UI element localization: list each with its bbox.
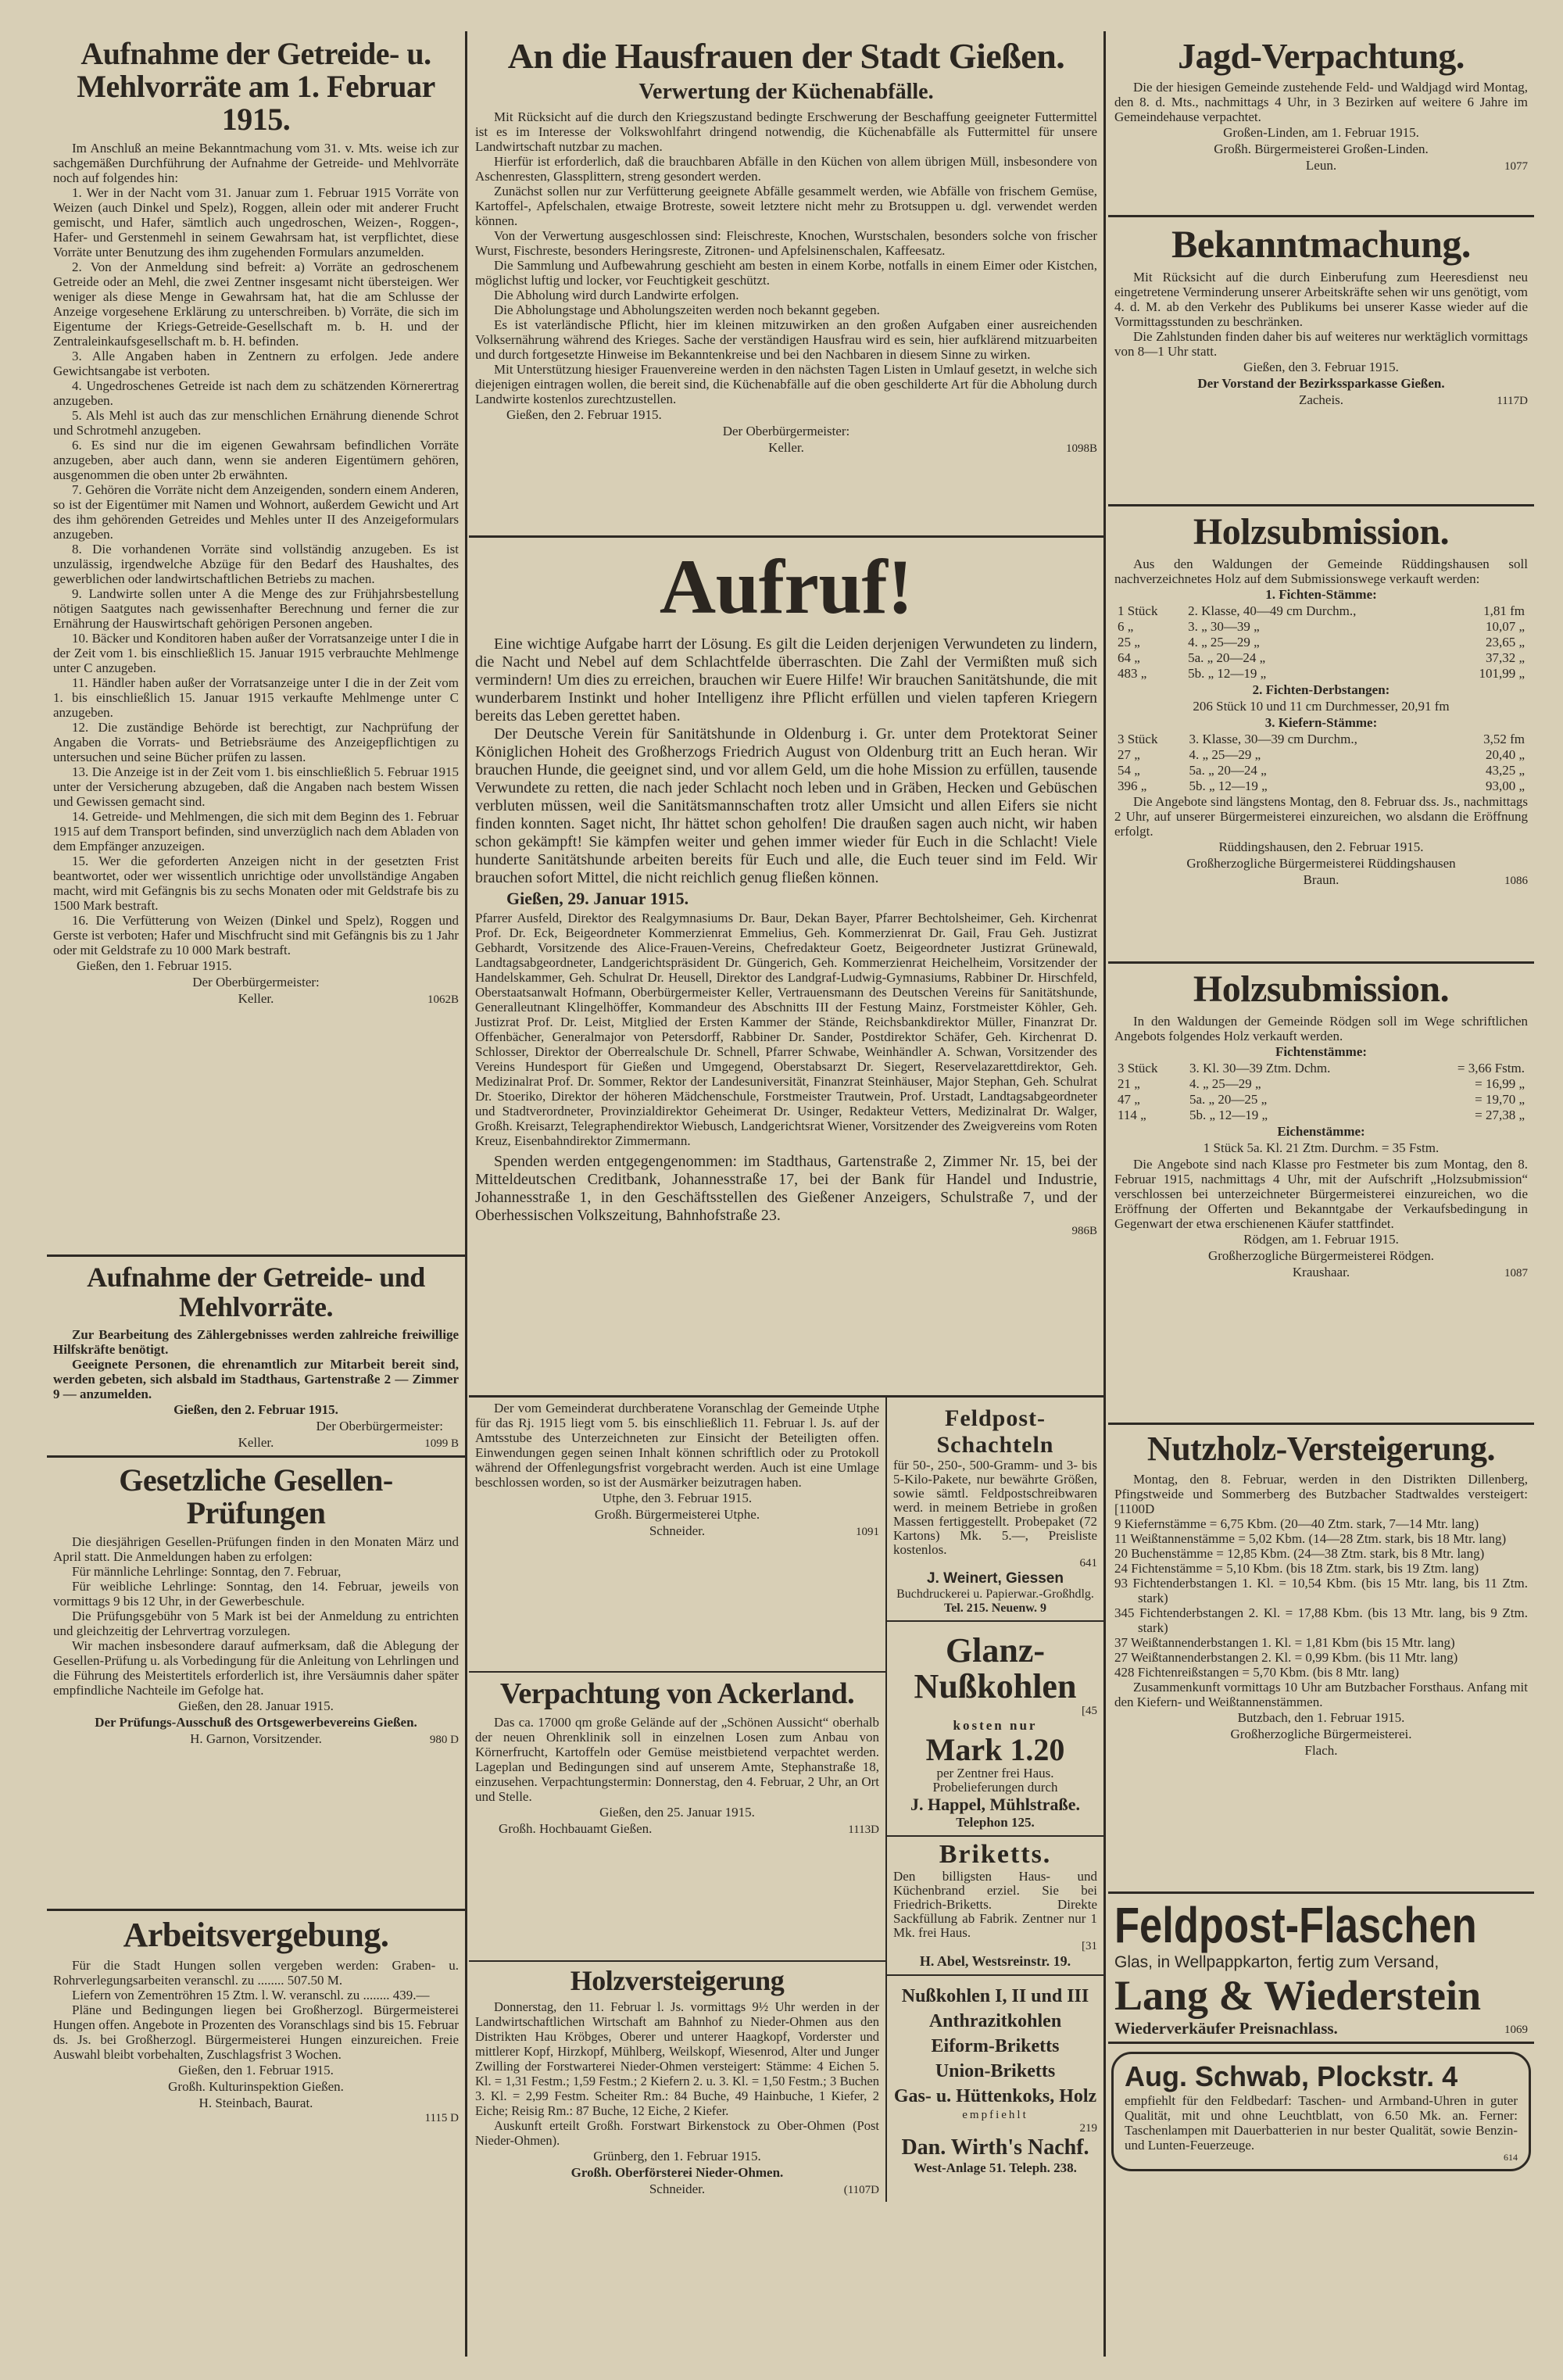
ad-code: 1069	[1504, 2024, 1528, 2036]
paragraph: 9. Landwirte sollen unter A die Menge des zur Frühjahrsbestellung nötigen Saatgutes nach gewissenhafter Berechnung und ferner die zur Ernährung der Hauswirtschaft gehörigen Personen angeben.	[53, 586, 459, 631]
notice-office: Der Oberbürgermeister:	[316, 1418, 443, 1433]
table-row	[1114, 1076, 1528, 1092]
notice-title: Holzversteigerung	[570, 1965, 785, 1996]
table-cell: 5a. „ 20—24 „	[1189, 763, 1267, 778]
paragraph: Zur Bearbeitung des Zählergebnisses werden zahlreiche freiwillige Hilfskräfte benötigt.	[53, 1326, 459, 1357]
ad-subtitle: Glas, in Wellpappkarton, fertig zum Versand,	[1114, 1953, 1440, 1971]
table-row	[1114, 763, 1528, 778]
ad-code: 986B	[1071, 1225, 1097, 1237]
paragraph: Von der Verwertung ausgeschlossen sind: Fleischreste, Knochen, Wurstschalen, besonders solche von frischer Wurst, Fischreste, besonders Heringsreste, Zitronen- und Apfelsinenschalen, Kaffeesatz.	[475, 228, 1097, 259]
table-row	[1114, 1092, 1528, 1108]
notice-signature: H. Garnon, Vorsitzender.	[190, 1730, 322, 1746]
table-cell: = 27,38 „	[1475, 1108, 1525, 1123]
notice-date: Gießen, den 2. Februar 1915.	[173, 1401, 338, 1417]
paragraph: Pläne und Bedingungen liegen bei Großherzogl. Bürgermeisterei Hungen offen. Angebote in Prozenten des Voranschlags sind bis 15. Februar ds. Js. bei Großherzogl. Bürgermeisterei Hungen einzureichen. Freie Auswahl bleibt vorbehalten, Zuschlagsfrist 3 Wochen.	[53, 2002, 459, 2062]
ad-code: 1091	[856, 1526, 879, 1538]
notice-timber-auction-butzbach	[1108, 1423, 1534, 1891]
left-column	[47, 31, 465, 2130]
ad-phone: Telephon 125.	[956, 1815, 1035, 1830]
notice-office: Großh. Kulturinspektion Gießen.	[168, 2078, 344, 2094]
notice-timber-tender-rueddingshausen	[1108, 504, 1534, 961]
ad-firm-line: Buchdruckerei u. Papierwar.-Großhdlg.	[896, 1587, 1094, 1601]
ad-code: 1099 B	[424, 1437, 459, 1450]
paragraph: 6. Es sind nur die im eigenen Gewahrsam befindlichen Vorräte anzugeben, aber auch dann, wenn sie anderen Eigentümern gehören, ausgenommen die oben unter 2b erwähnten.	[53, 438, 459, 482]
notice-office: Großherzogliche Bürgermeisterei.	[1230, 1727, 1412, 1742]
paragraph: Für weibliche Lehrlinge: Sonntag, den 14. Februar, jeweils von vormittags 9 bis 12 Uhr, in der Gewerbeschule.	[53, 1578, 459, 1609]
notice-title: Bekanntmachung.	[1171, 222, 1471, 266]
table-heading: 3. Kiefern-Stämme:	[1264, 715, 1378, 731]
paragraph: Die Sammlung und Aufbewahrung geschieht am besten in einem Korbe, notfalls in einem Eimer oder Kistchen, möglichst luftig und locker, vor Feuchtigkeit geschützt.	[475, 258, 1097, 288]
ad-note: Wiederverkäufer Preisnachlass.	[1114, 2019, 1338, 2038]
table-cell: 4. „ 25—29 „	[1188, 635, 1260, 650]
paragraphs	[475, 109, 1097, 406]
notice-wood-auction	[469, 1960, 885, 2202]
ad-firm: Lang & Wiederstein	[1114, 1972, 1482, 2019]
item-list	[1114, 1516, 1528, 1680]
notice-grain-census	[47, 31, 465, 1254]
appeal-sanitary-dogs	[469, 535, 1103, 1395]
ad-code: 1086	[1504, 875, 1528, 888]
ad-code: 1062B	[427, 993, 459, 1006]
ad-title: Feldpost-Schachteln	[936, 1405, 1054, 1458]
notice-office: Großh. Oberförsterei Nieder-Ohmen.	[570, 2164, 784, 2180]
table-cell: 4. „ 25—29 „	[1189, 747, 1261, 763]
ad-wirth-coal	[887, 1974, 1103, 2181]
table-cell: 5b. „ 12—19 „	[1189, 1108, 1268, 1123]
paragraph: Für die Stadt Hungen sollen vergeben werden: Graben- u. Rohrverlegungsarbeiten veranschl. zu ........ 507.50 M.	[53, 1957, 459, 1988]
table-cell: 27 „	[1118, 747, 1140, 763]
notice-signature: Kraushaar.	[1292, 1265, 1350, 1280]
ad-code: 1098B	[1065, 442, 1097, 456]
ad-coal	[887, 1620, 1103, 1835]
notice-subtitle: Verwertung der Küchenabfälle.	[638, 80, 934, 105]
notice-title: Arbeitsvergebung.	[123, 1915, 389, 1954]
notice-hunting-lease	[1108, 31, 1534, 215]
table-cell: 54 „	[1118, 763, 1140, 778]
lower-middle-left	[469, 1398, 885, 2202]
paragraph: 10. Bäcker und Konditoren haben außer der Vorratsanzeige unter I die in der Zeit vom 1. bis einschließlich 15. Januar 1915 verbrauchte Mehlmenge unter C anzugeben.	[53, 631, 459, 675]
ad-title: Nußkohlen	[914, 1667, 1077, 1705]
ad-text: empfiehlt	[962, 2109, 1028, 2121]
table-cell: 6 „	[1118, 619, 1134, 635]
ad-code: 1117D	[1497, 394, 1528, 407]
ad-feldpost-boxes	[887, 1398, 1103, 1620]
notice-office: Großh. Bürgermeisterei Utphe.	[594, 1507, 760, 1522]
table-cell: 5a. „ 20—25 „	[1189, 1092, 1268, 1108]
notice-title: Holzsubmission.	[1193, 968, 1450, 1010]
ad-text: Den billigsten Haus- und Küchenbrand erziel. Sie bei Friedrich-Briketts. Direkte Sackfüllung ab Fabrik. Zentner nur 1 Mk. frei Haus.	[893, 1869, 1097, 1940]
paragraph: 4. Ungedroschenes Getreide ist nach dem zu schätzenden Körnerertrag anzugeben.	[53, 378, 459, 408]
ad-firm: Dan. Wirth's Nachf.	[901, 2135, 1089, 2160]
ad-firm: J. Happel, Mühlstraße.	[910, 1795, 1080, 1814]
table-cell: 1,81 fm	[1483, 603, 1525, 619]
notice-outro: Zusammenkunft vormittags 10 Uhr am Butzbacher Forsthaus. Anfang mit den Kiefern- und Weißtannenstämmen.	[1114, 1680, 1528, 1710]
table-cell: 37,32 „	[1485, 650, 1525, 666]
timber-table	[1114, 603, 1528, 682]
table-cell: 3. Klasse, 30—39 cm Durchm.,	[1189, 732, 1357, 747]
table-row	[1114, 650, 1528, 666]
appeal-title: Aufruf!	[659, 543, 914, 630]
lower-middle-ads	[885, 1398, 1103, 2202]
notice-timber-tender-roedgen	[1108, 961, 1534, 1423]
table-cell: 5a. „ 20—24 „	[1188, 650, 1266, 666]
paragraphs	[475, 1401, 879, 1490]
paragraph: 15. Wer die geforderten Anzeigen nicht in der gesetzten Frist beantwortet, oder wer wissentlich unrichtige oder unvollständige Angaben macht, wird mit Gefängnis bis zu sechs Monaten oder mit Geldstrafe bis zu 1500 Mark bestraft.	[53, 854, 459, 913]
ad-code: 641	[1079, 1557, 1097, 1569]
notice-signature: Flach.	[1304, 1743, 1338, 1759]
ad-firm: H. Abel, Westsreinstr. 19.	[919, 1953, 1071, 1969]
notice-utphe-budget	[469, 1398, 885, 1671]
notice-signature: Schneider.	[649, 1523, 706, 1538]
notice-signature: Zacheis.	[1298, 392, 1344, 407]
table-cell: 1 Stück	[1118, 603, 1158, 619]
notice-date: Utphe, den 3. Februar 1915.	[602, 1491, 753, 1505]
paragraph: Wir machen insbesondere darauf aufmerksam, daß die Ablegung der Gesellen-Prüfung u. als Vorbedingung für die Anleitung von Lehrlingen und die Führung des Meistertitels erforderlich ist, ihre Versäumnis daher später empfindliche Nachteile im Gefolge hat.	[53, 1637, 459, 1698]
notice-date: Gießen, den 3. Februar 1915.	[1243, 359, 1399, 374]
notice-title: An die Hausfrauen der Stadt Gießen.	[507, 36, 1065, 76]
paragraph: 16. Die Verfütterung von Weizen (Dinkel und Spelz), Roggen und Gerste ist verboten; Hafer und Mischfrucht sind mit Gefängnis bis zu 1 Jahr oder mit Geldstrafe zu 10 000 Mark bestraft.	[53, 913, 459, 957]
notice-office: Der Vorstand der Bezirkssparkasse Gießen.	[1197, 375, 1445, 391]
timber-table	[1114, 1061, 1528, 1123]
ad-schwab-watches	[1111, 2052, 1531, 2171]
paragraph: 1. Wer in der Nacht vom 31. Januar zum 1. Februar 1915 Vorräte von Weizen (auch Dinkel und Spelz), Roggen, allein oder mit anderer Frucht gemischt, und Hafer, sämtlich auch ungedroschen, Weizen-, Roggen-, Hafer- und Gerstenmehl in seinem Gewahrsam hat, ist verpflichtet, diese Vorräte unter Benutzung des ihm zugehenden Formulars anzumelden.	[53, 185, 459, 259]
paragraph: Hierfür ist erforderlich, daß die brauchbaren Abfälle in den Küchen von allem übrigen Müll, insbesondere von Aschenresten, Glassplittern, streng gesondert werden.	[475, 154, 1097, 184]
table-cell: 10,07 „	[1485, 619, 1525, 635]
right-column	[1108, 31, 1534, 2171]
notice-title: Jagd-Verpachtung.	[1178, 36, 1465, 76]
notice-signature: Keller.	[768, 440, 804, 456]
middle-column	[469, 31, 1103, 2202]
notice-date: Grünberg, den 1. Februar 1915.	[593, 2148, 761, 2163]
list-item: 20 Buchenstämme = 12,85 Kbm. (24—38 Ztm. stark, bis 8 Mtr. lang)	[1114, 1546, 1485, 1562]
ad-text: für 50-, 250-, 500-Gramm- und 3- bis 5-Kilo-Pakete, nur bewährte Größen, sowie sämtl. Feldpostschreibwaren werd. in meinem Betriebe in großen Massen fertiggestellt. Probepaket (72 Kartons) Mk. 5.—, Preisliste kostenlos.	[893, 1458, 1097, 1557]
paragraph: 2. Von der Anmeldung sind befreit: a) Vorräte an gedroschenem Getreide oder an Mehl, die zwei Zentner insgesamt nicht übersteigen. Wer weniger als diese Menge in Gewahrsam hat, hat die am Schlusse der Anzeige vorgesehene Erklärung zu unterschreiben. b) Vorräte, die sich im Eigentume der Kriegs-Getreide-Gesellschaft m. b. H. und der Zentraleinkaufsgesellschaft m. b. H. befinden.	[53, 259, 459, 349]
paragraphs	[53, 1327, 459, 1401]
notice-work-contract	[47, 1909, 465, 2130]
table-cell: = 3,66 Fstm.	[1457, 1061, 1525, 1076]
paragraph: Die Abholungstage und Abholungszeiten werden noch bekannt gegeben.	[494, 302, 880, 318]
paragraphs	[475, 1715, 879, 1804]
table-row	[1114, 1061, 1528, 1076]
ad-lines	[893, 1984, 1097, 2109]
notice-title: Holzsubmission.	[1193, 511, 1450, 553]
list-item: 11 Weißtannenstämme = 5,02 Kbm. (14—28 Ztm. stark, bis 18 Mtr. lang)	[1114, 1531, 1507, 1547]
column-rule	[1103, 31, 1106, 2357]
notice-outro: Die Angebote sind längstens Montag, den 8. Februar dss. Js., nachmittags 2 Uhr, auf unserer Bürgermeisterei einzureichen, wo alsdann die Eröffnung erfolgt.	[1114, 794, 1528, 839]
ad-feldpost-bottles	[1108, 1891, 1534, 2042]
timber-table	[1114, 732, 1528, 794]
ad-code: 1113D	[848, 1823, 879, 1836]
ad-text: empfiehlt für den Feldbedarf: Taschen- und Armband-Uhren in guter Qualität, mit und ohne Leuchtblatt, von 6.50 Mk. an. Ferner: Taschenlampen mit Dauerbatterien in nur bester Qualität, sowie Benzin- und Lunten-Feuerzeuge.	[1125, 2093, 1518, 2153]
paragraph: 5. Als Mehl ist auch das zur menschlichen Ernährung dienende Schrot und Schrotmehl anzugeben.	[53, 408, 459, 438]
notice-savings-bank	[1108, 215, 1534, 504]
list-item: 93 Fichtenderbstangen 1. Kl. = 10,54 Kbm. (bis 15 Mtr. lang, bis 11 Ztm. stark)	[1114, 1576, 1528, 1606]
paragraph: Zunächst sollen nur zur Verfütterung geeignete Abfälle gesammelt werden, wie Abfälle von frischem Gemüse, Kartoffel-, Apfelschalen, etwaige Brotreste, soweit letztere nicht mehr zu Brotsuppen u. dgl. verwendet werden können.	[475, 184, 1097, 229]
notice-date: Gießen, den 25. Januar 1915.	[599, 1804, 755, 1820]
table-row	[1114, 619, 1528, 635]
notice-signature: Schneider.	[649, 2181, 706, 2196]
paragraph: Die Zahlstunden finden daher bis auf weiteres nur werktäglich vormittags von 8—1 Uhr statt.	[1114, 328, 1528, 359]
appeal-donations: Spenden werden entgegengenommen: im Stadthaus, Gartenstraße 2, Zimmer Nr. 15, bei der Mitteldeutschen Creditbank, Johannesstraße 17, bei der Bank für Handel und Industrie, Johannesstraße 1, in den Geschäftsstellen des Gießener Anzeigers, Schulstraße 7, und der Oberhessischen Volkszeitung, Bahnhofstraße 23.	[475, 1153, 1097, 1224]
ad-firm: J. Weinert, Giessen	[927, 1570, 1064, 1587]
table-row	[1114, 635, 1528, 650]
table-row	[1114, 666, 1528, 682]
paragraph: Mit Unterstützung hiesiger Frauenvereine werden in den nächsten Tagen Listen in Umlauf gesetzt, in welche sich diejenigen eintragen wollen, die bereit sind, die Küchenabfälle auf die oben geschilderte Art für die Abholung durch Landwirte kostenlos zurechtzustellen.	[475, 362, 1097, 407]
table-heading: 2. Fichten-Derbstangen:	[1252, 682, 1390, 698]
notice-signature: Keller.	[238, 991, 274, 1006]
paragraphs	[53, 1534, 459, 1698]
table-cell: 3. Kl. 30—39 Ztm. Dchm.	[1189, 1061, 1331, 1076]
ad-address: West-Anlage 51. Teleph. 238.	[914, 2160, 1077, 2175]
ad-line: Eiform-Briketts	[931, 2036, 1060, 2056]
ad-line: Union-Briketts	[935, 2061, 1056, 2081]
table-cell: = 19,70 „	[1475, 1092, 1525, 1108]
paragraphs	[1114, 270, 1528, 359]
paragraph: 12. Die zuständige Behörde ist berechtigt, zur Nachprüfung der Angaben die Vorrats- und Betriebsräume des Anzeigepflichtigen zu untersuchen und seine Bücher prüfen zu lassen.	[53, 720, 459, 764]
ad-line: Gas- u. Hüttenkoks, Holz	[893, 2086, 1097, 2106]
table-cell: 101,99 „	[1479, 666, 1525, 682]
ad-price: Mark 1.20	[925, 1732, 1065, 1767]
paragraph: Die Prüfungsgebühr von 5 Mark ist bei der Anmeldung zu entrichten und gleichzeitig der Lehrvertrag vorzulegen.	[53, 1608, 459, 1638]
notice-date: Gießen, den 1. Februar 1915.	[178, 2062, 334, 2078]
table-heading: Fichtenstämme:	[1275, 1044, 1368, 1060]
ad-phone: Tel. 215. Neuenw. 9	[944, 1602, 1046, 1615]
ad-code: 1087	[1504, 1267, 1528, 1280]
notice-journeyman-exams	[47, 1455, 465, 1909]
paragraph: 11. Händler haben außer der Vorratsanzeige unter I die in der Zeit vom 1. bis einschließlich 15. Januar 1915 verkaufte Mehlmenge unter C anzugeben.	[53, 675, 459, 720]
ad-code: (1107D	[843, 2183, 879, 2196]
notice-outro: Die Angebote sind nach Klasse pro Festmeter bis zum Montag, den 8. Februar 1915, nachmittags 4 Uhr, mit der Aufschrift „Holzsubmission“ verschlossen bei unterzeichneter Bürgermeisterei einzureichen, wo die Eröffnung der Offerten und Bekanntgabe der Verkaufsbedingung in Gegenwart der etwa erschienenen Käufer stattfindet.	[1114, 1157, 1528, 1232]
ad-title: Glanz-	[945, 1631, 1046, 1670]
notice-farmland-lease	[469, 1671, 885, 1960]
paragraph: Mit Rücksicht auf die durch Einberufung zum Heeresdienst neu eingetretene Verminderung unserer Arbeitskräfte sehen wir uns genötigt, vom 4. d. M. ab den Verkehr des Publikums bei unserer Kasse wieder auf die Vormittagsstunden zu beschränken.	[1114, 269, 1528, 329]
table-row	[1114, 732, 1528, 747]
appeal-signers: Pfarrer Ausfeld, Direktor des Realgymnasiums Dr. Baur, Dekan Bayer, Pfarrer Bechtolsheimer, Geh. Kirchenrat Prof. Dr. Eck, Beigeordneter Kommerzienrat Emmelius, Geh. Kommerzienrat Dr. Gail, Frau Geh. Justizrat Gebhardt, Vorsitzende des Alice-Frauen-Vereins, Chefredakteur Goetz, Beigeordneter Justizrat Grünewald, Landtagsabgeordneter, Landgerichtspräsident Dr. Güngerich, Geh. Kommerzienrat Heichelheim, Vorsitzender der Handelskammer, Geh. Schulrat Dr. Heusell, Direktor des Landgraf-Ludwig-Gymnasiums, Rabbiner Dr. Hirschfeld, Oberstaatsanwalt Hofmann, Oberbürgermeister Keller, Vertrauensmann des Deutschen Vereins für Sanitätshunde, Generalleutnant Klingelhöffer, Kommandeur des Abschnitts III der Festung Mainz, Forstmeister Köhler, Geh. Justizrat Prof. Dr. Leist, Mitglied der Ersten Kammer der Stände, Reichsbankdirektor Müller, Finanzrat Dr. Offenbächer, Generalmajor von Petersdorff, Rabbiner Dr. Sander, Postdirektor Schäfer, Geh. Kirchenrat D. Schlosser, Direktor der Oberrealschule Dr. Schnell, Pfarrer Schwabe, Weinhändler A. Schwan, Vorsitzender des Vereins Hundesport für Gießen und Umgegend, Oberstabsarzt Dr. Siegert, Reservelazarettdirektor, Geh. Medizinalrat Prof. Dr. Sommer, Rektor der Landesuniversität, Finanzrat Steinhäuser, Major Stephan, Geh. Schulrat Dr. Stoeriko, Direktor der höheren Mädchenschule, Forstmeister Trautwein, Prof. Urstadt, Landtagsabgeordneter und Stadtverordneter, Provinzialdirektor Geheimerat Dr. Usinger, Redakteur Vetters, Medizinalrat Dr. Walger, Großh. Kreisarzt, Telegraphendirektor Wiebusch, Landgerichtsrat Wiener, Vorsitzender des Zweigvereins vom Roten Kreuz, Eisenbahndirektor Zimmermann.	[475, 911, 1097, 1148]
table-heading: Eichenstämme:	[1277, 1124, 1365, 1140]
table-cell: 93,00 „	[1485, 778, 1525, 794]
paragraphs	[1114, 80, 1528, 124]
table-cell: 483 „	[1118, 666, 1147, 682]
paragraph: 14. Getreide- und Mehlmengen, die sich mit dem Beginn des 1. Februar 1915 auf dem Transport befinden, sind unverzüglich nach dem Abladen von dem Empfänger anzuzeigen.	[53, 809, 459, 854]
ad-line: Nußkohlen I, II und III	[901, 1986, 1089, 2006]
table-cell: 3 Stück	[1118, 1061, 1158, 1076]
paragraph: Es ist vaterländische Pflicht, hier im kleinen mitzuwirken an den großen Aufgaben einer ausreichenden Volksernährung während des Krieges. Sache der verständigen Hausfrau wird es sein, hier aufklärend mitzuarbeiten und durch fortgesetzte Hinweise im Bekanntenkreise und bei den Nachbaren in diesem Sinne zu wirken.	[475, 317, 1097, 363]
ad-title: Briketts.	[939, 1840, 1052, 1869]
notice-office: Großherzogliche Bürgermeisterei Rüddingshausen	[1186, 856, 1456, 871]
notice-office: Der Prüfungs-Ausschuß des Ortsgewerbevereins Gießen.	[95, 1714, 417, 1730]
table-cell: 3. „ 30—39 „	[1188, 619, 1260, 635]
paragraphs	[475, 1999, 879, 2148]
ad-code: 980 D	[429, 1733, 459, 1746]
notice-date: Gießen, den 28. Januar 1915.	[178, 1698, 334, 1713]
notice-office: Großh. Hochbauamt Gießen.	[499, 1820, 653, 1836]
ad-title: Feldpost-Flaschen	[1114, 1897, 1477, 1953]
notice-volunteers	[47, 1254, 465, 1455]
paragraph: 8. Die vorhandenen Vorräte sind vollständig anzugeben. Es ist unzulässig, irgendwelche Abzüge für den Bedarf des Haushaltes, des gewerblichen oder landwirtschaftlichen Betriebs zu machen.	[53, 542, 459, 586]
table-cell: 47 „	[1118, 1092, 1140, 1108]
ad-code: [31	[1082, 1940, 1097, 1952]
notice-intro: Montag, den 8. Februar, werden in den Distrikten Dillenberg, Pfingstweide und Sommerberg des Butzbacher Stadtwaldes versteigert: [1100D	[1114, 1472, 1528, 1517]
notice-title: Nutzholz-Versteigerung.	[1146, 1430, 1496, 1468]
list-item: 24 Fichtenstämme = 5,10 Kbm. (bis 18 Ztm. stark, bis 19 Ztm. lang)	[1114, 1561, 1479, 1577]
ad-code: 1115 D	[424, 2111, 459, 2124]
table-cell: 4. „ 25—29 „	[1189, 1076, 1261, 1092]
ad-frame	[1108, 2042, 1534, 2171]
paragraph: Das ca. 17000 qm große Gelände auf der „Schönen Aussicht“ oberhalb der neuen Ohrenklinik soll in einzelnen Losen zum Anbau von Körnerfrucht, Kartoffeln oder Gemüse meistbietend verpachtet werden. Lageplan und Bedingungen sind auf unserem Amte, Stephanstraße 18, einzusehen. Verpachtungstermin: Donnerstag, den 4. Februar, 2 Uhr, an Ort und Stelle.	[475, 1714, 879, 1804]
paragraph: Auskunft erteilt Großh. Forstwart Birkenstock zu Ober-Ohmen (Post Nieder-Ohmen).	[475, 2117, 879, 2148]
paragraphs	[53, 1958, 459, 2062]
paragraph: Die diesjährigen Gesellen-Prüfungen finden in den Monaten März und April statt. Die Anmeldungen haben zu erfolgen:	[53, 1534, 459, 1564]
notice-signature: Braun.	[1303, 872, 1339, 888]
table-cell: 21 „	[1118, 1076, 1140, 1092]
table-heading: 1. Fichten-Stämme:	[1265, 587, 1377, 603]
table-cell: 25 „	[1118, 635, 1140, 650]
table-cell: 64 „	[1118, 650, 1140, 666]
table-cell: 5b. „ 12—19 „	[1188, 666, 1267, 682]
notice-date: Rüddingshausen, den 2. Februar 1915.	[1218, 839, 1424, 855]
notice-intro: In den Waldungen der Gemeinde Rödgen soll im Wege schriftlichen Angebots folgendes Holz verkauft werden.	[1114, 1014, 1528, 1044]
paragraph: Eine wichtige Aufgabe harrt der Lösung. Es gilt die Leiden derjenigen Verwundeten zu lindern, die Nacht und Nebel auf dem Schlachtfelde überraschten. Die Zahl der Vermißten muß sich vermindern! Um dies zu erreichen, brauchen wir Euere Hilfe! Wir brauchen Sanitätshunde, die mit wunderbarem Instinkt und hoher Intelligenz ihre Pflicht erfüllen und vielen tapferen Kriegern bereits das Leben gerettet haben.	[475, 635, 1097, 725]
ad-code: 219	[1079, 2122, 1097, 2135]
ad-code: 614	[1504, 2152, 1518, 2163]
notice-signature: Keller.	[238, 1434, 274, 1450]
notice-office: Großh. Bürgermeisterei Großen-Linden.	[1214, 141, 1429, 157]
notice-title: Verpachtung von Ackerland.	[499, 1677, 855, 1710]
ad-code: 1077	[1504, 160, 1528, 174]
paragraph: Donnerstag, den 11. Februar l. Js. vormittags 9½ Uhr werden in der Landwirtschaftlichen Wirtschaft am Bahnhof zu Nieder-Ohmen aus den Distrikten Hau Kröbges, Oberer und unterer Haagkopf, Vorderster und mittlerer Kopf, Hirzkopf, Mühlberg, Weilskopf, Wiesenrod, Alter und Junger Zwilling der Forstwarterei Nieder-Ohmen versteigert: Stämme: 4 Eichen 5. Kl. = 1,31 Festm.; 1,59 Festm.; 2 Kiefern 2. u. 3. Kl. = 1,50 Festm.; 3 Buchen 3. Kl. = 2,99 Festm. Scheiter Rm.: 84 Buche, 49 Hainbuche, 1 Kiefer, 2 Eiche; Reisig Rm.: 87 Buche, 12 Eiche, 2 Kiefer.	[475, 1999, 879, 2118]
notice-title: Aufnahme der Getreide- und Mehlvorräte.	[87, 1262, 425, 1322]
table-cell: 114 „	[1118, 1108, 1146, 1123]
paragraph: Der Deutsche Verein für Sanitätshunde in Oldenburg i. Gr. unter dem Protektorat Seiner Königlichen Hoheit des Großherzogs Friedrich August von Oldenburg tritt an Euch heran. Wir brauchen Hunde, die geeignet sind, und vor allem Geld, um die hohe Mission zu erfüllen, tausende Verwundete zu retten, die nach jeder Schlacht noch leben und in Gräben, Hecken und Gebüschen verbluten müssen, weil die Sanitätsmannschaften trotz aller Umsicht und allen Eifers sie nicht finden konnten. Saget nicht, Ihr hättet schon geholfen! Die draußen sagen auch nicht, wir haben schon gekämpft! Sie kämpfen weiter und gehen immer wieder für Euch in die Schlacht! Viele hunderte Sanitätshunde arbeiten bereits für Euch und alle, die Euch teuer sind im Feld. Wir brauchen sofort Mittel, die nicht reichlich genug fließen können.	[475, 725, 1097, 886]
list-item: 428 Fichtenreißstangen = 5,70 Kbm. (bis 8 Mtr. lang)	[1114, 1665, 1400, 1680]
notice-title: Aufnahme der Getreide- u. Mehlvorräte am 1. Februar 1915.	[77, 36, 435, 137]
table-cell: 3,52 fm	[1483, 732, 1525, 747]
paragraph: Geeignete Personen, die ehrenamtlich zur Mitarbeit bereit sind, werden gebeten, sich alsbald im Stadthaus, Gartenstraße 2 — Zimmer 9 — anzumelden.	[53, 1356, 459, 1401]
table-row	[1114, 1108, 1528, 1123]
ad-code: [45	[1082, 1705, 1097, 1717]
paragraph: 3. Alle Angaben haben in Zentnern zu erfolgen. Jede andere Gewichtsangabe ist verboten.	[53, 349, 459, 378]
table-cell: 43,25 „	[1485, 763, 1525, 778]
list-item: 27 Weißtannenderbstangen 2. Kl. = 0,99 Kbm. (bis 11 Mtr. lang)	[1114, 1650, 1458, 1666]
paragraph: 13. Die Anzeige ist in der Zeit vom 1. bis einschließlich 5. Februar 1915 unter der Versicherung abzugeben, daß die Angaben nach bestem Wissen und Gewissen gemacht sind.	[53, 764, 459, 809]
list-item: 345 Fichtenderbstangen 2. Kl. = 17,88 Kbm. (bis 13 Mtr. lang, bis 9 Ztm. stark)	[1114, 1605, 1528, 1636]
notice-date: Butzbach, den 1. Februar 1915.	[1237, 1710, 1405, 1726]
table-row: 206 Stück 10 und 11 cm Durchmesser, 20,91 fm	[1193, 699, 1450, 714]
table-cell: 20,40 „	[1485, 747, 1525, 763]
paragraphs	[475, 635, 1097, 887]
paragraph: Der vom Gemeinderat durchberatene Voranschlag der Gemeinde Utphe für das Rj. 1915 liegt vom 5. bis einschließlich 11. Februar l. Js. auf der Amtsstube des Unterzeichneten zur Einsicht der Beteiligten offen. Einwendungen gegen seinen Inhalt können schriftlich oder zu Protokoll während der Offenlegungsfrist vorgebracht werden. Auch ist eine Umlage beschlossen worden, so ist der Ausmärker beizutragen haben.	[475, 1401, 879, 1490]
table-cell: 5b. „ 12—19 „	[1189, 778, 1268, 794]
table-cell: 23,65 „	[1485, 635, 1525, 650]
appeal-date: Gießen, 29. Januar 1915.	[506, 889, 689, 908]
notice-date: Rödgen, am 1. Februar 1915.	[1243, 1232, 1399, 1247]
paragraph: 7. Gehören die Vorräte nicht dem Anzeigenden, sondern einem Anderen, so ist der Eigentümer mit Namen und Wohnort, außerdem Gewicht und Art des ihm gehörenden Getreides und Mehles unter II des Anzeigeformulars anzugeben.	[53, 482, 459, 542]
notice-date: Großen-Linden, am 1. Februar 1915.	[1223, 125, 1419, 141]
notice-date: Gießen, den 2. Februar 1915.	[506, 407, 662, 423]
notice-office: Großherzogliche Bürgermeisterei Rödgen.	[1207, 1248, 1435, 1264]
table-row: 1 Stück 5a. Kl. 21 Ztm. Durchm. = 35 Fstm.	[1203, 1140, 1440, 1156]
column-rule	[465, 31, 467, 2357]
ad-title: Aug. Schwab, Plockstr. 4	[1125, 2060, 1458, 2092]
notice-title: Gesetzliche Gesellen-Prüfungen	[119, 1462, 393, 1530]
notice-signature: Leun.	[1305, 158, 1337, 174]
notice-intro: Aus den Waldungen der Gemeinde Rüddingshausen soll nachverzeichnetes Holz auf dem Submissionswege verkauft werden:	[1114, 557, 1528, 587]
table-row	[1114, 603, 1528, 619]
paragraph: Liefern von Zementröhren 15 Ztm. l. W. veranschl. zu ........ 439.—	[72, 1987, 430, 2002]
ad-text: per Zentner frei Haus. Probelieferungen durch	[932, 1766, 1058, 1795]
paragraph: Für männliche Lehrlinge: Sonntag, den 7. Februar,	[72, 1563, 342, 1579]
ad-text: kosten nur	[953, 1718, 1038, 1733]
table-cell: 3 Stück	[1118, 732, 1158, 747]
paragraph: Mit Rücksicht auf die durch den Kriegszustand bedingte Erschwerung der Beschaffung geeigneter Futtermittel ist es im Interesse der Volkswohlfahrt dringend notwendig, die Küchenabfälle als Futtermittel für unsere Landwirtschaft nutzbar zu machen.	[475, 109, 1097, 155]
paragraph: Die der hiesigen Gemeinde zustehende Feld- und Waldjagd wird Montag, den 8. d. Mts., nachmittags 4 Uhr, in 3 Bezirken auf weitere 6 Jahre im Gemeindehause verpachtet.	[1114, 80, 1528, 125]
notice-office: Der Oberbürgermeister:	[722, 424, 850, 439]
list-item: 9 Kiefernstämme = 6,75 Kbm. (20—40 Ztm. stark, 7—14 Mtr. lang)	[1114, 1516, 1479, 1532]
ad-briquettes	[887, 1835, 1103, 1974]
notice-signature: H. Steinbach, Baurat.	[199, 2095, 313, 2110]
table-row	[1114, 747, 1528, 763]
paragraph: Die Abholung wird durch Landwirte erfolgen.	[494, 288, 739, 303]
table-cell: 2. Klasse, 40—49 cm Durchm.,	[1188, 603, 1357, 619]
table-cell: = 16,99 „	[1475, 1076, 1525, 1092]
notice-office: Der Oberbürgermeister:	[192, 975, 320, 990]
notice-date: Gießen, den 1. Februar 1915.	[77, 958, 232, 973]
lower-middle	[469, 1395, 1103, 2202]
notice-housewives	[469, 31, 1103, 535]
table-row	[1114, 778, 1528, 794]
paragraph: Im Anschluß an meine Bekanntmachung vom 31. v. Mts. weise ich zur sachgemäßen Durchführung der Aufnahme der Getreide- und Mehlvorräte noch auf folgendes hin:	[53, 141, 459, 185]
paragraphs	[53, 141, 459, 957]
list-item: 37 Weißtannenderbstangen 1. Kl. = 1,81 Kbm (bis 15 Mtr. lang)	[1114, 1635, 1455, 1651]
ad-line: Anthrazitkohlen	[928, 2011, 1062, 2031]
table-cell: 396 „	[1118, 778, 1147, 794]
